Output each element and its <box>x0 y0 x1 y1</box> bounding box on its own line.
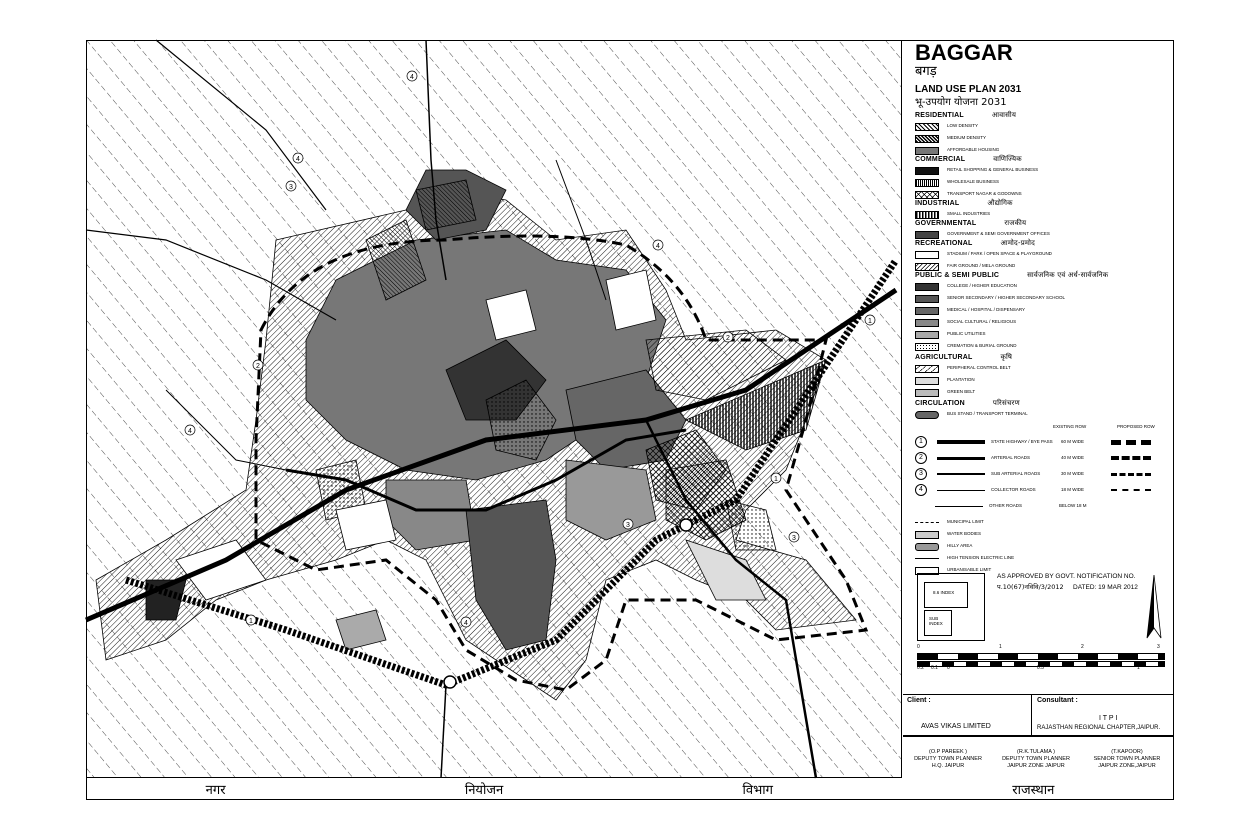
signature-2: (R.K.TULAMA ) DEPUTY TOWN PLANNER JAIPUR ZONE JAIPUR <box>1002 749 1070 770</box>
legend-head-public: PUBLIC & SEMI PUBLIC सार्वजनिक एवं अर्ध-सार्वजनिक <box>915 271 1109 279</box>
legend-item: MEDIUM DENSITY <box>915 133 1165 144</box>
inset-map <box>917 573 985 641</box>
legend-item: BUS STAND / TRANSPORT TERMINAL <box>915 409 1165 420</box>
legend-item: URBANISABLE LIMIT <box>915 565 1165 576</box>
north-arrow-icon <box>1139 573 1169 643</box>
inset-index: 8.6 INDEX <box>924 582 968 608</box>
road-row-2: 2 ARTERIAL ROADS 40 M WIDE <box>915 451 1165 465</box>
svg-text:4: 4 <box>464 620 468 627</box>
svg-text:4: 4 <box>410 74 414 81</box>
signature-box <box>903 736 1173 778</box>
legend-item: PUBLIC UTILITIES <box>915 329 1165 340</box>
consultant-name: I T P I <box>1099 715 1118 722</box>
inset-sub-index: SUB INDEX <box>924 610 952 636</box>
footer-word-4: राजस्थान <box>1012 783 1055 798</box>
legend-item: TRANSPORT NAGAR & GODOWNS <box>915 189 1165 200</box>
legend-item: LOW DENSITY <box>915 121 1165 132</box>
svg-text:4: 4 <box>188 428 192 435</box>
town-name: BAGGAR <box>915 40 1013 65</box>
legend-item: HILLY AREA <box>915 541 1165 552</box>
svg-text:2: 2 <box>256 363 260 370</box>
road-row-1: 1 STATE HIGHWAY / BYE PASS 60 M WIDE <box>915 435 1165 449</box>
legend-item: FAIR GROUND / MELA GROUND <box>915 261 1165 272</box>
legend-item: GOVERNMENT & SEMI GOVERNMENT OFFICES <box>915 229 1165 240</box>
road-row-4: 4 COLLECTOR ROADS 18 M WIDE <box>915 483 1165 497</box>
road-row-3: 3 SUB ARTERIAL ROADS 30 M WIDE <box>915 467 1165 481</box>
land-use-map-svg <box>86 40 902 778</box>
legend-item: PLANTATION <box>915 375 1165 386</box>
approval-line-2: प.10(67)नविवि/3/2012 <box>997 583 1064 591</box>
legend-item: SMALL INDUSTRIES <box>915 209 1165 220</box>
road-row-5: OTHER ROADS BELOW 18 M <box>915 499 1165 513</box>
legend-head-industrial: INDUSTRIAL औद्योगिक <box>915 199 1013 207</box>
svg-text:2: 2 <box>726 335 730 342</box>
consultant-chapter: RAJASTHAN REGIONAL CHAPTER,JAIPUR. <box>1037 725 1161 731</box>
svg-text:1: 1 <box>868 318 872 325</box>
legend-item: GREEN BELT <box>915 387 1165 398</box>
svg-text:4: 4 <box>656 243 660 250</box>
legend-item: COLLEGE / HIGHER EDUCATION <box>915 281 1165 292</box>
legend-head-commercial: COMMERCIAL वाणिज्यिक <box>915 155 1022 163</box>
client-consultant-box <box>903 694 1173 736</box>
legend-item: RETAIL SHOPPING & GENERAL BUSINESS <box>915 165 1165 176</box>
plan-title-hindi: भू-उपयोग योजना 2031 <box>915 97 1007 108</box>
legend-head-residential: RESIDENTIAL आवासीय <box>915 111 1017 119</box>
legend-item: HIGH TENSION ELECTRIC LINE <box>915 553 1165 564</box>
legend-item: MUNICIPAL LIMIT <box>915 517 1165 528</box>
signature-3: (T.KAPOOR) SENIOR TOWN PLANNER JAIPUR ZONE,JAIPUR <box>1093 749 1161 770</box>
footer-word-2: नियोजन <box>464 783 504 798</box>
legend-item: PERIPHERAL CONTROL BELT <box>915 363 1165 374</box>
footer-word-3: विभाग <box>742 783 773 798</box>
approval-line-1: AS APPROVED BY GOVT. NOTIFICATION NO. <box>997 573 1136 580</box>
client-label: Client : <box>907 697 931 704</box>
legend-item: AFFORDABLE HOUSING <box>915 145 1165 156</box>
svg-text:3: 3 <box>792 535 796 542</box>
legend-item: SENIOR SECONDARY / HIGHER SECONDARY SCHOOL <box>915 293 1165 304</box>
footer-department <box>86 778 1174 800</box>
legend-item: STADIUM / PARK / OPEN SPACE & PLAYGROUND <box>915 249 1165 260</box>
signature-1: (O.P PAREEK ) DEPUTY TOWN PLANNER H.Q. JAIPUR <box>914 749 982 770</box>
client-name: AVAS VIKAS LIMITED <box>921 723 991 730</box>
legend-item: SOCIAL CULTURAL / RELIGIOUS <box>915 317 1165 328</box>
approval-date: DATED: 19 MAR 2012 <box>1073 584 1138 591</box>
legend-item: WHOLESALE BUSINESS <box>915 177 1165 188</box>
legend-head-circulation: CIRCULATION परिसंचरण <box>915 399 1020 407</box>
svg-text:1: 1 <box>249 618 253 625</box>
footer-word-1: नगर <box>205 783 226 798</box>
map-canvas[interactable] <box>86 40 902 778</box>
svg-text:3: 3 <box>289 184 293 191</box>
consultant-label: Consultant : <box>1037 697 1078 704</box>
legend-item: MEDICAL / HOSPITAL / DISPENSARY <box>915 305 1165 316</box>
scale-bar: 0 1 2 3 0.2 0.1 0 0.5 1 <box>917 645 1163 673</box>
svg-text:1: 1 <box>774 476 778 483</box>
legend-head-agricultural: AGRICULTURAL कृषि <box>915 353 1013 361</box>
legend-item: WATER BODIES <box>915 529 1165 540</box>
legend-head-governmental: GOVERNMENTAL राजकीय <box>915 219 1027 227</box>
plan-title: LAND USE PLAN 2031 <box>915 84 1022 95</box>
legend-head-recreational: RECREATIONAL आमोद-प्रमोद <box>915 239 1035 247</box>
svg-text:3: 3 <box>626 522 630 529</box>
svg-text:4: 4 <box>296 156 300 163</box>
proposed-row-header: PROPOSED ROW <box>1117 424 1155 429</box>
existing-row-header: EXISTING ROW <box>1053 424 1087 429</box>
town-name-hindi: बगड़ <box>915 64 937 79</box>
legend-panel <box>903 41 1173 778</box>
legend-item: CREMATION & BURIAL GROUND <box>915 341 1165 352</box>
